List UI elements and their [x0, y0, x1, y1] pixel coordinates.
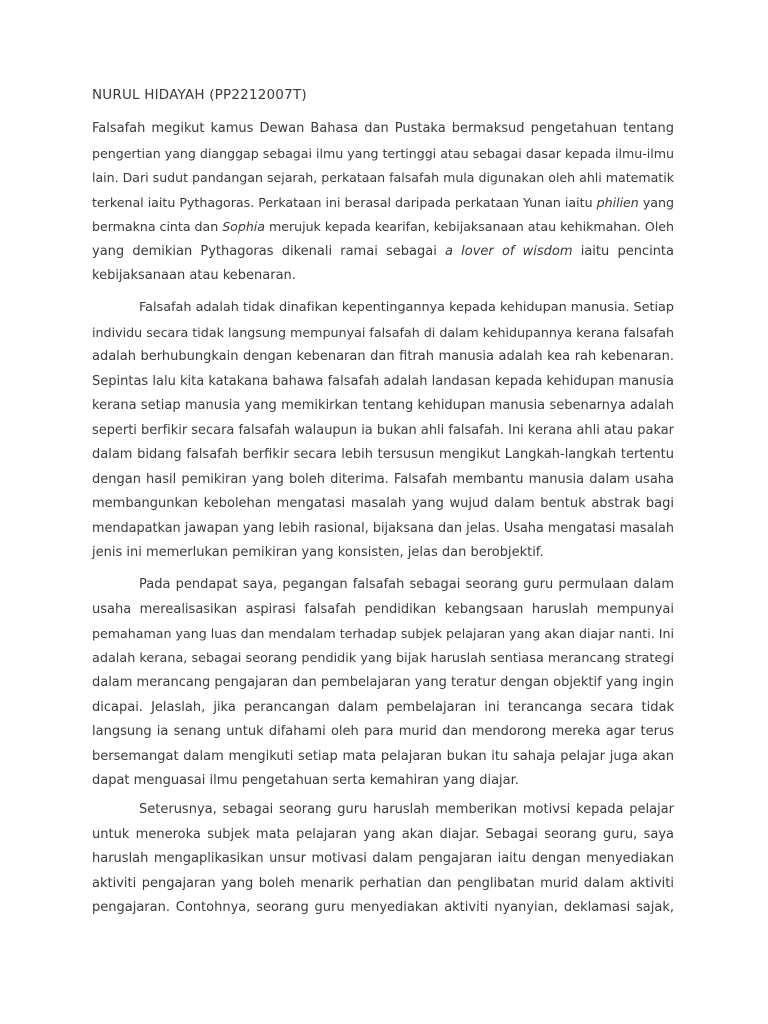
paragraph-line: dalam merancang pengajaran dan pembelajaran yang teratur dengan objektif yang ingin — [92, 675, 674, 690]
paragraph-line: yang demikian Pythagoras dikenali ramai sebagai a lover of wisdom iaitu pencinta — [92, 243, 674, 259]
paragraph-line: jenis ini memerlukan pemikiran yang konsisten, jelas dan berobjektif. — [92, 545, 544, 560]
paragraph-line: bermakna cinta dan Sophia merujuk kepada kearifan, kebijaksanaan atau kehikmahan. Oleh — [92, 219, 675, 234]
paragraph-line: Pada pendapat saya, pegangan falsafah sebagai seorang guru permulaan dalam — [139, 577, 674, 592]
paragraph-4 — [92, 798, 674, 921]
paragraph-line: mendapatkan jawapan yang lebih rasional, bijaksana dan jelas. Usaha mengatasi masalah — [92, 520, 674, 536]
paragraph-line: membangunkan kebolehan mengatasi masalah yang wujud dalam bentuk abstrak bagi — [92, 496, 674, 511]
paragraph-line: Seterusnya, sebagai seorang guru haruslah memberikan motivsi kepada pelajar — [139, 802, 674, 817]
paragraph-line: untuk meneroka subjek mata pelajaran yang akan diajar. Sebagai seorang guru, saya — [92, 826, 674, 842]
paragraph-line: aktiviti pengajaran yang boleh menarik perhatian dan penglibatan murid dalam aktiviti — [92, 875, 674, 891]
paragraph-line: haruslah mengaplikasikan unsur motivasi dalam pengajaran iaitu dengan menyediakan — [92, 851, 674, 866]
paragraph-line: individu secara tidak langsung mempunyai falsafah di dalam kehidupannya kerana falsafah — [92, 324, 674, 340]
paragraph-line: lain. Dari sudut pandangan sejarah, perkataan falsafah mula digunakan oleh ahli matematik — [92, 170, 674, 185]
paragraph-line: dalam bidang falsafah berfikir secara lebih tersusun mengikut Langkah-langkah tertentu — [92, 447, 674, 462]
paragraph-line: bersemangat dalam mengikuti setiap mata pelajaran bukan itu sahaja pelajar juga akan — [92, 748, 674, 764]
paragraph-line: Falsafah adalah tidak dinafikan kepentingannya kepada kehidupan manusia. Setiap — [139, 300, 674, 315]
paragraph-line: langsung ia senang untuk difahami oleh para murid dan mendorong mereka agar terus — [92, 724, 674, 739]
paragraph-line: usaha merealisasikan aspirasi falsafah pendidikan kebangsaan haruslah mempunyai — [92, 601, 674, 617]
paragraph-line: dicapai. Jelaslah, jika perancangan dalam pembelajaran ini terancanga secara tidak — [92, 699, 674, 715]
paragraph-line: pengajaran. Contohnya, seorang guru menyediakan aktiviti nyanyian, deklamasi sajak, — [92, 900, 674, 915]
paragraph-line: Sepintas lalu kita katakana bahawa falsafah adalah landasan kepada kehidupan manusia — [92, 373, 674, 389]
paragraph-line: dapat menguasai ilmu pengetahuan serta kemahiran yang diajar. — [92, 773, 519, 788]
paragraph-line: terkenal iaitu Pythagoras. Perkataan ini berasal daripada perkataan Yunan iaitu philien yang — [92, 194, 674, 210]
paragraph-line: kebijaksanaan atau kebenaran. — [92, 268, 296, 283]
paragraph-1 — [92, 117, 674, 289]
paragraph-3 — [92, 573, 674, 794]
paragraph-line: pengertian yang dianggap sebagai ilmu yang tertinggi atau sebagai dasar kepada ilmu-ilmu — [92, 145, 674, 161]
author-heading: NURUL HIDAYAH (PP2212007T) — [92, 87, 307, 103]
paragraph-2 — [92, 296, 674, 566]
paragraph-line: adalah kerana, sebagai seorang pendidik yang bijak haruslah sentiasa merancang strategi — [92, 650, 674, 666]
paragraph-line: dengan hasil pemikiran yang boleh diterima. Falsafah membantu manusia dalam usaha — [92, 471, 674, 487]
paragraph-line: seperti berfikir secara falsafah walaupun ia bukan ahli falsafah. Ini kerana ahli atau pakar — [92, 422, 674, 438]
paragraph-line: pemahaman yang luas dan mendalam terhadap subjek pelajaran yang akan diajar nanti. Ini — [92, 626, 674, 641]
paragraph-line: Falsafah megikut kamus Dewan Bahasa dan Pustaka bermaksud pengetahuan tentang — [92, 121, 674, 136]
paragraph-line: kerana setiap manusia yang memikirkan tentang kehidupan manusia sebenarnya adalah — [92, 398, 674, 413]
paragraph-line: adalah berhubungkain dengan kebenaran dan fitrah manusia adalah kea rah kebenaran. — [92, 349, 674, 364]
